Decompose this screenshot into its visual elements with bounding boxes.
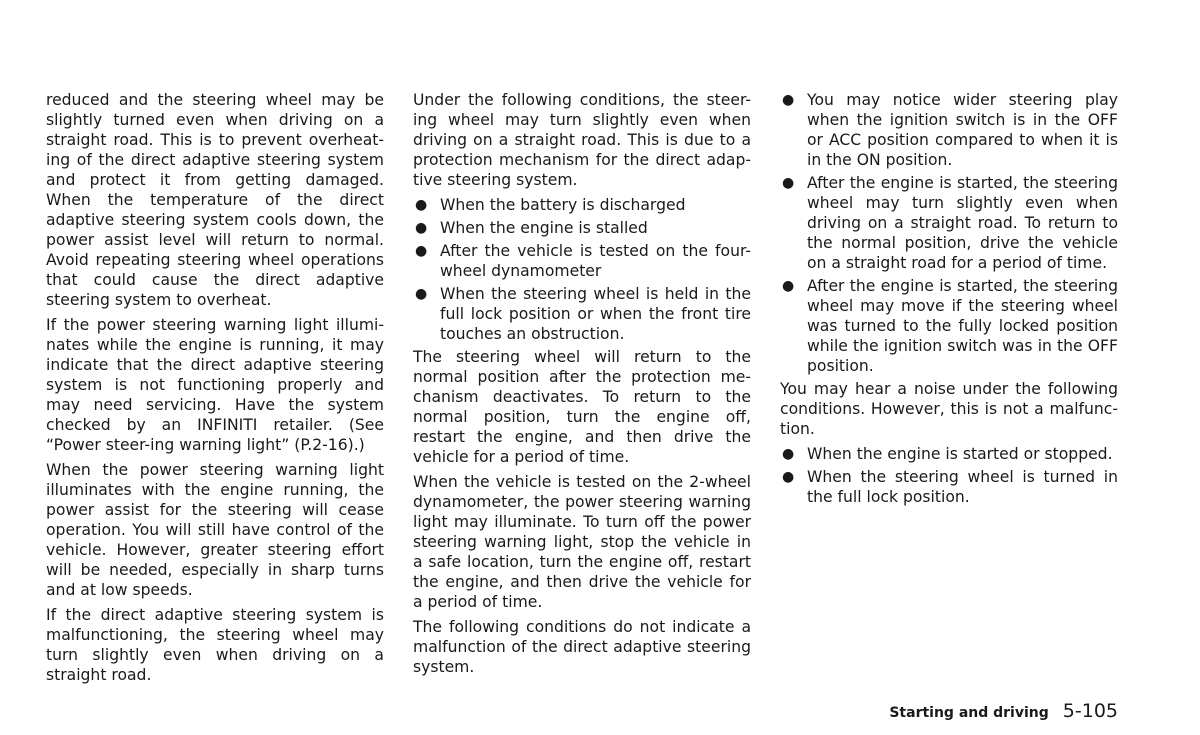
list-item: ● You may notice wider steering play when the ignition switch is in the OFF or ACC position compared to when it is in the ON position. [782, 91, 1118, 169]
list-item: ● After the vehicle is tested on the four-wheel dynamometer [415, 242, 751, 280]
column-2 [413, 90, 751, 682]
paragraph: You may hear a noise under the following conditions. However, this is not a malfunc-tion. [780, 380, 1118, 438]
bullet-icon: ● [782, 278, 795, 294]
paragraph: reduced and the steering wheel may be slightly turned even when driving on a straight road. This is to prevent overheat-ing of the direct adaptive steering system and protect it from getting damaged. When the temperature of the direct adaptive steering system cools down, the power assist level will return to normal. Avoid repeating steering wheel operations that could cause the direct adaptive steering system to overheat. [46, 91, 384, 309]
paragraph: The following conditions do not indicate a malfunction of the direct adaptive steering system. [413, 618, 751, 676]
list-item: ● When the steering wheel is held in the full lock position or when the front tire touches an obstruction. [415, 285, 751, 343]
list-item: ● When the engine is stalled [415, 219, 648, 237]
bullet-icon: ● [782, 92, 795, 108]
paragraph: If the power steering warning light illumi-nates while the engine is running, it may indicate that the direct adaptive steering system is not functioning properly and may need servicing. Have the system checked by an INFINITI retailer. (See “Power steer-ing warning light” (P.2-16).) [46, 316, 384, 454]
section-title: Starting and driving [889, 705, 1049, 721]
list-item: ● When the engine is started or stopped. [782, 445, 1113, 463]
bullet-list [413, 195, 751, 344]
column-1 [46, 90, 384, 690]
bullet-list [780, 444, 1118, 507]
paragraph: When the vehicle is tested on the 2-wheel dynamometer, the power steering warning light may illuminate. To turn off the power steering warning light, stop the vehicle in a safe location, turn the engine off, restart the engine, and then drive the vehicle for a period of time. [413, 473, 751, 611]
list-item: ● After the engine is started, the steering wheel may move if the steering wheel was turned to the fully locked position while the ignition switch was in the OFF position. [782, 277, 1118, 375]
paragraph: When the power steering warning light illuminates with the engine running, the power assist for the steering will cease operation. You will still have control of the vehicle. However, greater steering effort will be needed, especially in sharp turns and at low speeds. [46, 461, 384, 599]
page-number: 5-105 [1062, 700, 1118, 722]
list-item: ● When the battery is discharged [415, 196, 686, 214]
bullet-icon: ● [415, 220, 428, 236]
bullet-icon: ● [782, 469, 795, 485]
bullet-icon: ● [782, 446, 795, 462]
list-item: ● When the steering wheel is turned in the full lock position. [782, 468, 1118, 506]
paragraph: Under the following conditions, the steer-ing wheel may turn slightly even when driving on a straight road. This is due to a protection mechanism for the direct adap-tive steering system. [413, 91, 751, 189]
bullet-icon: ● [415, 286, 428, 302]
page-footer [889, 700, 1118, 722]
column-3 [780, 90, 1118, 510]
paragraph: If the direct adaptive steering system is malfunctioning, the steering wheel may turn slightly even when driving on a straight road. [46, 606, 384, 684]
bullet-icon: ● [415, 243, 428, 259]
bullet-icon: ● [415, 197, 428, 213]
bullet-list [780, 90, 1118, 376]
bullet-icon: ● [782, 175, 795, 191]
paragraph: The steering wheel will return to the normal position after the protection me-chanism deactivates. To return to the normal position, turn the engine off, restart the engine, and then drive the vehicle for a period of time. [413, 348, 751, 466]
list-item: ● After the engine is started, the steering wheel may turn slightly even when driving on a straight road. To return to the normal position, drive the vehicle on a straight road for a period of time. [782, 174, 1118, 272]
